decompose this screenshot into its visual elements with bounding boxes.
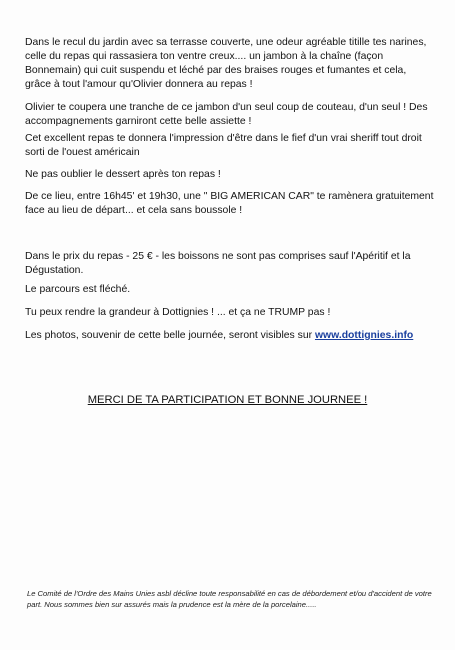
- photos-text: Les photos, souvenir de cette belle journée, seront visibles sur: [25, 330, 315, 341]
- paragraph-route: Le parcours est fléché.: [25, 284, 131, 295]
- paragraph-garden-meal: Dans le recul du jardin avec sa terrasse couverte, une odeur agréable titille tes narines, celle du repas qui rassasiera ton ventre creux.... un jambon à la chaîne (façon Bonnemain) qui cuit suspendu et léché par des braises rouges et fumantes et cela, grâce à tout l'amour qu'Olivier donnera au repas !: [25, 37, 427, 90]
- paragraph-photos: [25, 329, 435, 343]
- paragraph-dottignies: Tu peux rendre la grandeur à Dottignies ! ... et ça ne TRUMP pas !: [25, 307, 331, 318]
- paragraph-dessert: Ne pas oublier le dessert après ton repas !: [25, 169, 221, 180]
- closing-message: MERCI DE TA PARTICIPATION ET BONNE JOURNEE !: [87, 394, 368, 406]
- website-link[interactable]: www.dottignies.info: [314, 330, 414, 341]
- paragraph-sheriff: Cet excellent repas te donnera l'impression d'être dans le fief d'un vrai sheriff tout droit sorti de l'ouest américain: [25, 133, 422, 158]
- disclaimer-footer: Le Comité de l'Ordre des Mains Unies asbl décline toute responsabilité en cas de débordement et/ou d'accident de votre part. Nous sommes bien sur assurés mais la prudence est la mère de la porcelaine.....: [27, 589, 432, 609]
- paragraph-american-car: De ce lieu, entre 16h45' et 19h30, une " BIG AMERICAN CAR" te ramènera gratuitement face au lieu de départ... et cela sans boussole !: [25, 191, 434, 216]
- paragraph-price: Dans le prix du repas - 25 € - les boissons ne sont pas comprises sauf l'Apéritif et la Dégustation.: [25, 251, 411, 276]
- paragraph-ham-slice: Olivier te coupera une tranche de ce jambon d'un seul coup de couteau, d'un seul ! Des accompagnements garniront cette belle assiette !: [25, 102, 428, 127]
